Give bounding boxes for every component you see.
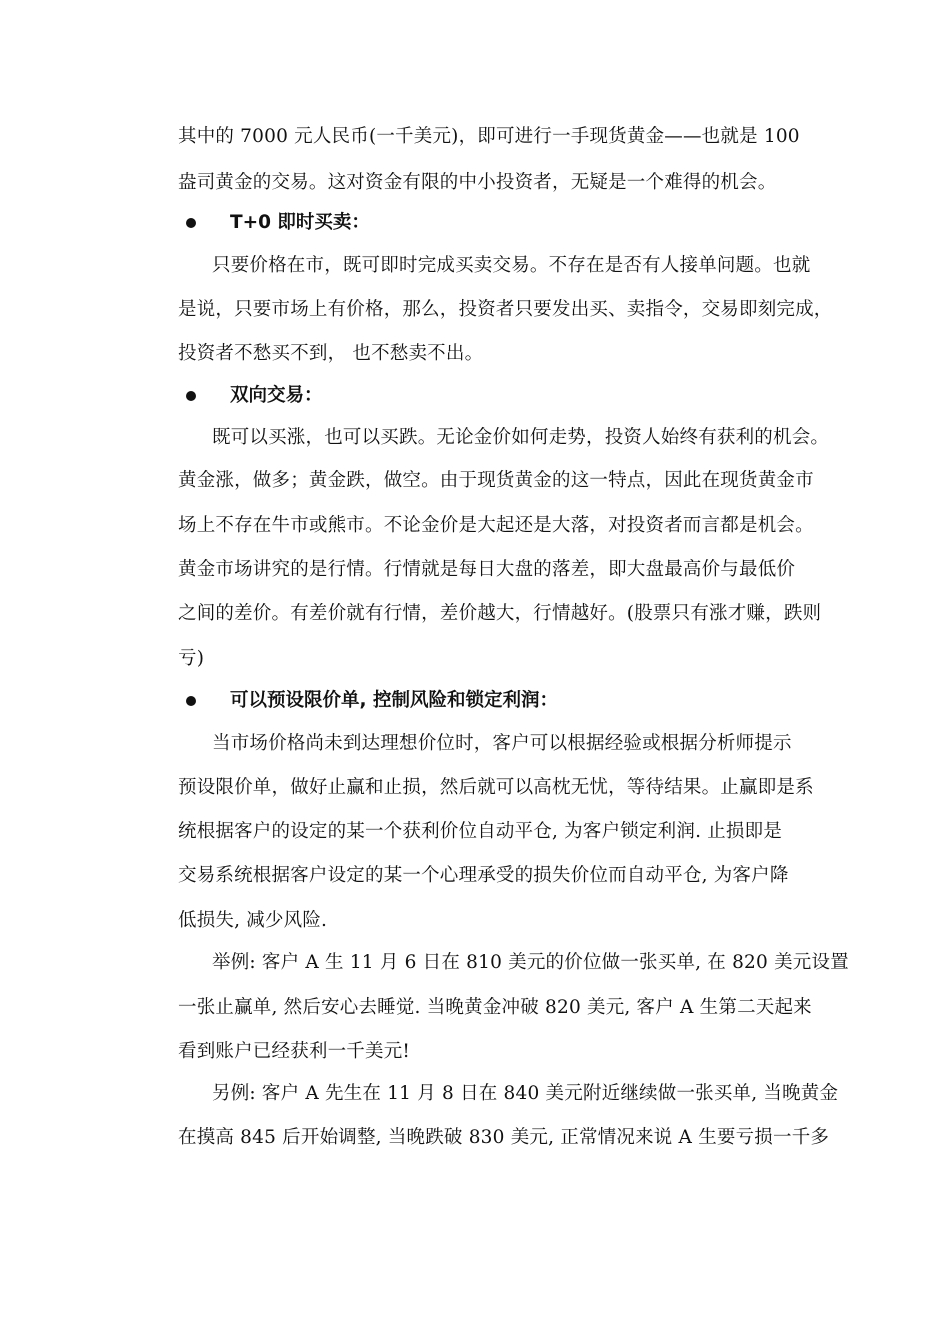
paragraph-line: 低损失, 减少风险. bbox=[178, 910, 328, 931]
paragraph-line: 亏) bbox=[178, 648, 205, 669]
example-line: 看到账户已经获利一千美元! bbox=[178, 1041, 411, 1062]
paragraph-line: 之间的差价。有差价就有行情，差价越大，行情越好。(股票只有涨才赚，跌则 bbox=[178, 603, 822, 624]
paragraph-line: 黄金市场讲究的是行情。行情就是每日大盘的落差，即大盘最高价与最低价 bbox=[178, 559, 796, 580]
intro-line-1: 其中的 7000 元人民币(一千美元)，即可进行一手现货黄金——也就是 100 bbox=[178, 126, 800, 147]
paragraph-line: 只要价格在市，既可即时完成买卖交易。不存在是否有人接单问题。也就 bbox=[212, 255, 811, 276]
bullet-dot-icon bbox=[186, 696, 196, 706]
paragraph-line: 投资者不愁买不到， 也不愁卖不出。 bbox=[178, 343, 484, 364]
bullet-dot-icon bbox=[186, 391, 196, 401]
paragraph-line: 交易系统根据客户设定的某一个心理承受的损失价位而自动平仓, 为客户降 bbox=[178, 865, 789, 886]
paragraph-line: 场上不存在牛市或熊市。不论金价是大起还是大落，对投资者而言都是机会。 bbox=[178, 515, 814, 536]
example-line: 一张止赢单, 然后安心去睡觉. 当晚黄金冲破 820 美元, 客户 A 生第二天起来 bbox=[178, 997, 812, 1018]
section-heading: 可以预设限价单, 控制风险和锁定利润： bbox=[230, 690, 558, 711]
section-heading: T+0 即时买卖： bbox=[230, 212, 370, 233]
intro-line-2: 盎司黄金的交易。这对资金有限的中小投资者，无疑是一个难得的机会。 bbox=[178, 172, 777, 193]
paragraph-line: 黄金涨，做多；黄金跌，做空。由于现货黄金的这一特点，因此在现货黄金市 bbox=[178, 470, 814, 491]
bullet-dot-icon bbox=[186, 218, 196, 228]
paragraph-line: 统根据客户的设定的某一个获利价位自动平仓, 为客户锁定利润. 止损即是 bbox=[178, 821, 783, 842]
example-line: 在摸高 845 后开始调整, 当晚跌破 830 美元, 正常情况来说 A 生要亏损一千多 bbox=[178, 1127, 830, 1148]
paragraph-line: 当市场价格尚未到达理想价位时，客户可以根据经验或根据分析师提示 bbox=[212, 733, 792, 754]
paragraph-line: 预设限价单，做好止赢和止损，然后就可以高枕无忧，等待结果。止赢即是系 bbox=[178, 777, 814, 798]
section-heading: 双向交易： bbox=[230, 385, 323, 406]
paragraph-line: 既可以买涨，也可以买跌。无论金价如何走势，投资人始终有获利的机会。 bbox=[212, 427, 830, 448]
paragraph-line: 是说，只要市场上有价格，那么，投资者只要发出买、卖指令，交易即刻完成， bbox=[178, 299, 833, 320]
example-line: 另例: 客户 A 先生在 11 月 8 日在 840 美元附近继续做一张买单, 当晚黄金 bbox=[212, 1083, 839, 1104]
example-line: 举例: 客户 A 生 11 月 6 日在 810 美元的价位做一张买单, 在 820 美元设置 bbox=[212, 952, 849, 973]
